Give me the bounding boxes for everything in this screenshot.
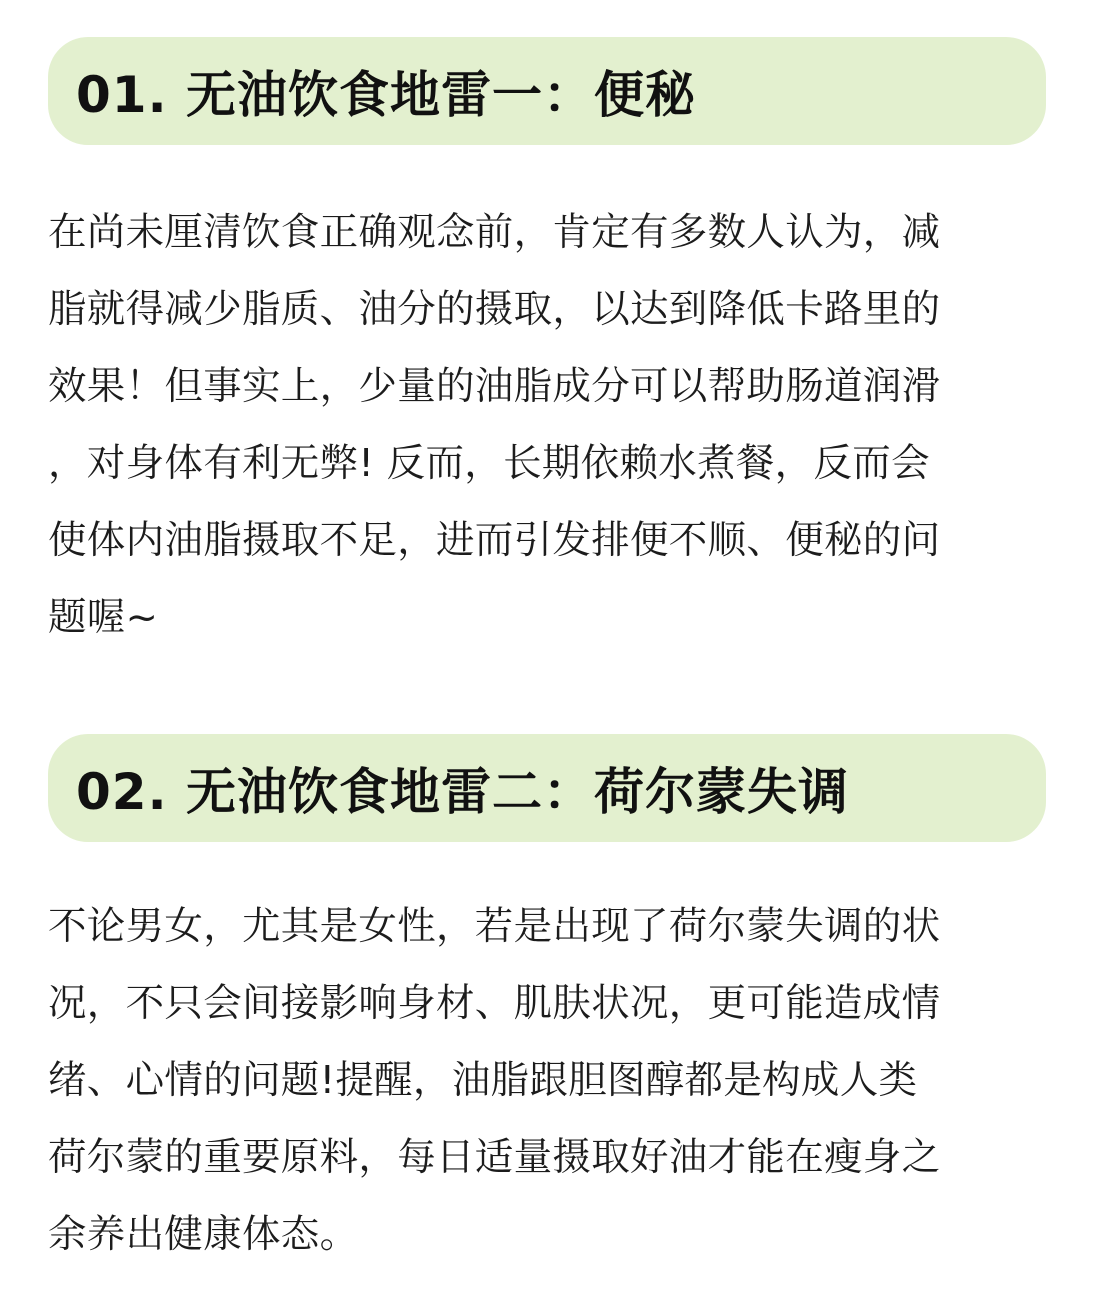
section-1-line: 使体内油脂摄取不足，进而引发排便不顺、便秘的问 bbox=[48, 518, 941, 563]
section-1-line: 脂就得减少脂质、油分的摄取，以达到降低卡路里的 bbox=[48, 287, 941, 332]
section-1-line: 效果！但事实上，少量的油脂成分可以帮助肠道润滑 bbox=[48, 364, 941, 409]
section-2-line: 况，不只会间接影响身材、肌肤状况，更可能造成情 bbox=[48, 981, 941, 1026]
section-2-line: 荷尔蒙的重要原料，每日适量摄取好油才能在瘦身之 bbox=[48, 1135, 941, 1180]
section-1-line: ，对身体有利无弊! 反而，长期依赖水煮餐，反而会 bbox=[48, 441, 930, 486]
section-1-heading: 01. 无油饮食地雷一：便秘 bbox=[76, 66, 696, 124]
section-1-line: 题喔~ bbox=[48, 595, 159, 640]
section-1-line: 在尚未厘清饮食正确观念前，肯定有多数人认为，减 bbox=[48, 210, 941, 255]
section-2-line: 余养出健康体态。 bbox=[48, 1212, 359, 1257]
section-1-body bbox=[48, 194, 1060, 656]
section-2-line: 绪、心情的问题!提醒，油脂跟胆图醇都是构成人类 bbox=[48, 1058, 918, 1103]
section-2-heading: 02. 无油饮食地雷二：荷尔蒙失调 bbox=[76, 763, 849, 821]
section-1-heading-pill bbox=[48, 37, 1046, 145]
section-2-body bbox=[48, 888, 1060, 1273]
section-2-line: 不论男女，尤其是女性，若是出现了荷尔蒙失调的状 bbox=[48, 904, 941, 949]
section-2-heading-pill bbox=[48, 734, 1046, 842]
